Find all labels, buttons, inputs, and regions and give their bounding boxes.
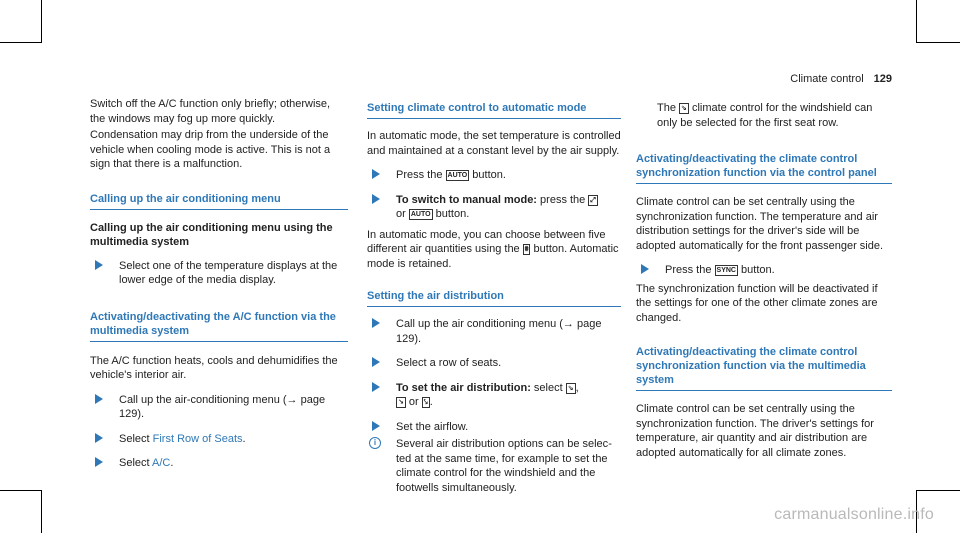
step-text: Select a row of seats. [396, 357, 502, 369]
step-text: Call up the air-conditioning menu (→ page 129). [119, 393, 326, 420]
step-text: or [396, 208, 409, 220]
menu-item-ac: A/C [152, 457, 171, 469]
column-middle [367, 101, 621, 495]
crop-mark [916, 42, 960, 43]
paragraph [367, 228, 621, 272]
section-heading: Setting climate control to automatic mode [367, 101, 621, 119]
air-quantity-icon: ⩩ [524, 246, 529, 253]
header-title: Climate control [790, 73, 864, 85]
intro-paragraph: Condensation may drip from the underside of the vehicle when cooling mode is active. This is not a sign that there is a malfunction. [90, 129, 331, 170]
footwell-air-icon: ↘ [398, 399, 404, 406]
body-air-icon: ⤥ [423, 399, 428, 406]
windshield-air-icon: ⇘ [681, 105, 687, 112]
step-text: Select one of the temperature displays at the lower edge of the media display. [119, 259, 338, 286]
info-note [367, 437, 621, 495]
arrow-icon [372, 421, 380, 431]
instruction-step [90, 432, 348, 447]
arrow-icon [641, 264, 649, 274]
step-text: , [575, 381, 579, 394]
arrow-icon [95, 394, 103, 404]
step-text: button. [737, 264, 775, 276]
paragraph: Climate control can be set centrally using the synchronization function. The driver's settings for temperature, air quantity and air distribution are adopted automatically for all climate zones. [636, 403, 874, 459]
auto-button-icon: AUTO [410, 211, 431, 218]
step-text: select [530, 381, 566, 394]
step-text: . [242, 432, 246, 445]
instruction-step [367, 420, 621, 435]
step-label: To set the air distribution: [396, 381, 531, 394]
step-text: button. [432, 208, 470, 220]
crop-mark [0, 490, 42, 491]
instruction-step [367, 168, 621, 183]
step-text: Set the airflow. [396, 420, 469, 433]
section-heading: Activating/deactivating the A/C function via the multimedia system [90, 310, 348, 342]
section-heading: Calling up the air conditioning menu [90, 192, 348, 210]
windshield-air-icon: ⇘ [567, 384, 574, 392]
page-number: 129 [873, 73, 892, 85]
info-icon: i [369, 437, 381, 449]
arrow-icon [372, 382, 380, 392]
auto-button-icon: AUTO [447, 172, 468, 179]
intro-paragraph: Switch off the A/C function only briefly; otherwise, the windows may fog up more quickly. [90, 98, 331, 125]
note-text: Several air distribution options can be selected at the same time, for example to set the climate control for the windshield and the footwells simultaneously. [396, 438, 612, 494]
arrow-icon [372, 194, 380, 204]
instruction-step [367, 193, 621, 222]
watermark: carmanualsonline.info [774, 506, 934, 523]
paragraph: In automatic mode, the set temperature is controlled and maintained at a constant level by the air supply. [367, 130, 621, 157]
arrow-icon [95, 260, 103, 270]
paragraph: The A/C function heats, cools and dehumidifies the vehicle's interior air. [90, 354, 338, 381]
step-text: Select [119, 457, 153, 469]
sync-button-icon: SYNC [716, 267, 736, 274]
step-text: or [405, 396, 422, 408]
step-text: Press the [665, 264, 715, 276]
paragraph-text: The [657, 102, 680, 114]
step-text: . [170, 457, 174, 469]
step-label: To switch to manual mode: [396, 193, 537, 206]
column-right [636, 101, 892, 460]
step-text: press the [536, 193, 589, 206]
crop-mark [0, 42, 42, 43]
step-text: . [429, 396, 433, 408]
crop-mark [41, 0, 42, 43]
instruction-step [90, 393, 348, 422]
instruction-step [90, 259, 348, 288]
step-text: button. [469, 169, 506, 181]
instruction-step [367, 356, 621, 371]
step-text: Press the [396, 169, 446, 181]
page-header [790, 73, 892, 85]
crop-mark [41, 490, 42, 533]
instruction-step [90, 456, 348, 471]
paragraph-text: climate control for the windshield can only be selected for the first seat row. [657, 102, 873, 129]
arrow-icon [95, 433, 103, 443]
paragraph-text: In automatic mode, you can choose between five different air quantities using the [367, 228, 606, 255]
paragraph: The synchronization function will be deactivated if the settings for one of the other climate zones are changed. [636, 282, 878, 324]
paragraph-text: button. Automatic mode is retained. [367, 243, 619, 270]
arrow-icon [372, 169, 380, 179]
arrow-icon [372, 357, 380, 367]
crop-mark [916, 0, 917, 43]
section-heading: Activating/deactivating the climate control synchronization function via the multimedia system [636, 345, 892, 391]
arrow-icon [372, 318, 380, 328]
step-text: Select [119, 432, 153, 445]
instruction-step [367, 317, 621, 346]
arrow-icon [95, 457, 103, 467]
section-heading: Activating/deactivating the climate control synchronization function via the control panel [636, 152, 892, 184]
instruction-step [636, 263, 892, 278]
subheading: Calling up the air conditioning menu using the multimedia system [90, 221, 333, 248]
paragraph [636, 101, 892, 130]
instruction-step [367, 381, 621, 410]
menu-item-first-row: First Row of Seats [152, 432, 243, 445]
paragraph: Climate control can be set centrally using the synchronization function. The temperature and air distribution settings for the driver's side will be adopted automatically for the front passenger side. [636, 196, 884, 252]
manual-mode-icon: ⤢ [590, 196, 596, 204]
column-left [90, 97, 348, 471]
step-text: Call up the air conditioning menu (→ page 129). [396, 318, 602, 345]
section-heading: Setting the air distribution [367, 289, 621, 307]
crop-mark [916, 490, 960, 491]
